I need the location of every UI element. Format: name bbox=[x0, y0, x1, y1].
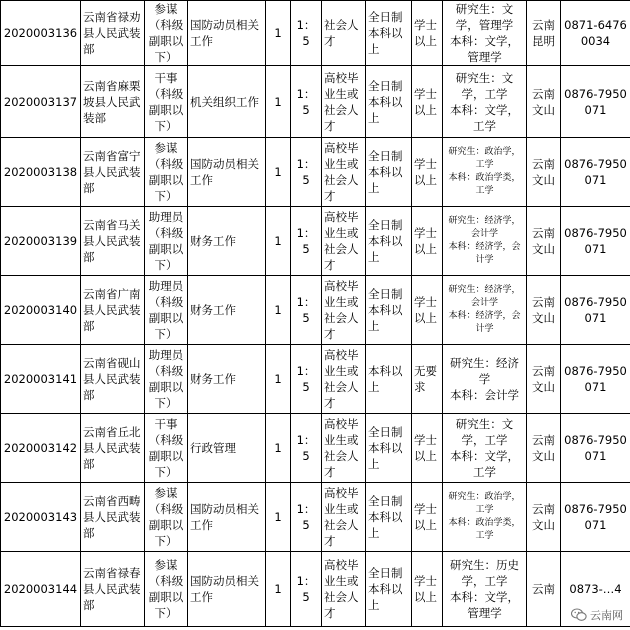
exam-ratio: 1：5 bbox=[291, 66, 322, 138]
table-row bbox=[1, 276, 630, 345]
education-requirement: 全日制本科以上 bbox=[366, 1, 412, 66]
exam-ratio: 1：5 bbox=[291, 345, 322, 414]
position-code: 2020003140 bbox=[1, 276, 81, 345]
exam-ratio: 1：5 bbox=[291, 1, 322, 66]
table-row bbox=[1, 207, 630, 276]
work-content: 国防动员相关工作 bbox=[188, 552, 266, 627]
position-code: 2020003144 bbox=[1, 552, 81, 627]
exam-ratio: 1：5 bbox=[291, 207, 322, 276]
position-title: 参谋（科级副职以下） bbox=[145, 1, 188, 66]
employer-unit: 云南省砚山县人民武装部 bbox=[81, 345, 145, 414]
education-requirement: 全日制本科以上 bbox=[366, 552, 412, 627]
position-code: 2020003137 bbox=[1, 66, 81, 138]
employer-unit: 云南省禄春县人民武装部 bbox=[81, 552, 145, 627]
hiring-count: 1 bbox=[266, 552, 291, 627]
degree-requirement: 学士以上 bbox=[412, 1, 443, 66]
contact-phone: 0876-7950071 bbox=[561, 483, 630, 552]
position-title: 参谋（科级副职以下） bbox=[145, 552, 188, 627]
degree-requirement: 学士以上 bbox=[412, 483, 443, 552]
degree-requirement: 学士以上 bbox=[412, 66, 443, 138]
candidate-source: 高校毕业生或社会人才 bbox=[322, 276, 366, 345]
table-row bbox=[1, 414, 630, 483]
hiring-count: 1 bbox=[266, 414, 291, 483]
education-requirement: 全日制本科以上 bbox=[366, 66, 412, 138]
hiring-count: 1 bbox=[266, 483, 291, 552]
position-code: 2020003141 bbox=[1, 345, 81, 414]
education-requirement: 全日制本科以上 bbox=[366, 483, 412, 552]
major-requirement: 研究生：经济学 本科：会计学 bbox=[443, 345, 527, 414]
table-row bbox=[1, 1, 630, 66]
candidate-source: 高校毕业生或社会人才 bbox=[322, 345, 366, 414]
contact-phone: 0876-7950071 bbox=[561, 414, 630, 483]
degree-requirement: 无要求 bbox=[412, 345, 443, 414]
position-title: 助理员（科级副职以下） bbox=[145, 276, 188, 345]
major-requirement: 研究生：历史学，工学 本科：文学，管理学 bbox=[443, 552, 527, 627]
hiring-count: 1 bbox=[266, 207, 291, 276]
position-code: 2020003142 bbox=[1, 414, 81, 483]
education-requirement: 全日制本科以上 bbox=[366, 414, 412, 483]
exam-ratio: 1：5 bbox=[291, 483, 322, 552]
candidate-source: 高校毕业生或社会人才 bbox=[322, 552, 366, 627]
employer-unit: 云南省丘北县人民武装部 bbox=[81, 414, 145, 483]
wechat-icon bbox=[571, 608, 587, 622]
position-title: 参谋（科级副职以下） bbox=[145, 483, 188, 552]
education-requirement: 本科以上 bbox=[366, 345, 412, 414]
contact-phone: 0876-7950071 bbox=[561, 276, 630, 345]
table-row bbox=[1, 66, 630, 138]
work-location: 云南文山 bbox=[527, 483, 561, 552]
watermark-text: 云南网 bbox=[590, 609, 623, 622]
hiring-count: 1 bbox=[266, 138, 291, 207]
contact-phone: 0876-7950071 bbox=[561, 66, 630, 138]
work-content: 国防动员相关工作 bbox=[188, 1, 266, 66]
position-title: 助理员（科级副职以下） bbox=[145, 345, 188, 414]
contact-phone: 0876-7950071 bbox=[561, 207, 630, 276]
hiring-count: 1 bbox=[266, 1, 291, 66]
major-requirement: 研究生：政治学，工学 本科：政治学类，工学 bbox=[443, 138, 527, 207]
work-location: 云南文山 bbox=[527, 207, 561, 276]
employer-unit: 云南省马关县人民武装部 bbox=[81, 207, 145, 276]
employer-unit: 云南省西畴县人民武装部 bbox=[81, 483, 145, 552]
contact-phone: 0876-7950071 bbox=[561, 345, 630, 414]
work-content: 财务工作 bbox=[188, 207, 266, 276]
education-requirement: 全日制本科以上 bbox=[366, 207, 412, 276]
major-requirement: 研究生：经济学，会计学 本科：经济学，会计学 bbox=[443, 207, 527, 276]
exam-ratio: 1：5 bbox=[291, 276, 322, 345]
candidate-source: 高校毕业生或社会人才 bbox=[322, 138, 366, 207]
hiring-count: 1 bbox=[266, 276, 291, 345]
table-row bbox=[1, 345, 630, 414]
employer-unit: 云南省富宁县人民武装部 bbox=[81, 138, 145, 207]
work-location: 云南文山 bbox=[527, 414, 561, 483]
work-content: 国防动员相关工作 bbox=[188, 138, 266, 207]
position-code: 2020003139 bbox=[1, 207, 81, 276]
education-requirement: 全日制本科以上 bbox=[366, 276, 412, 345]
major-requirement: 研究生：政治学，工学 本科：政治学类，工学 bbox=[443, 483, 527, 552]
candidate-source: 社会人才 bbox=[322, 1, 366, 66]
work-content: 财务工作 bbox=[188, 345, 266, 414]
major-requirement: 研究生：文学，工学 本科：文学，工学 bbox=[443, 66, 527, 138]
degree-requirement: 学士以上 bbox=[412, 138, 443, 207]
employer-unit: 云南省禄劝县人民武装部 bbox=[81, 1, 145, 66]
exam-ratio: 1：5 bbox=[291, 414, 322, 483]
employer-unit: 云南省广南县人民武装部 bbox=[81, 276, 145, 345]
contact-phone: 0876-7950071 bbox=[561, 138, 630, 207]
candidate-source: 高校毕业生或社会人才 bbox=[322, 414, 366, 483]
work-location: 云南文山 bbox=[527, 138, 561, 207]
degree-requirement: 学士以上 bbox=[412, 552, 443, 627]
degree-requirement: 学士以上 bbox=[412, 207, 443, 276]
work-content: 行政管理 bbox=[188, 414, 266, 483]
work-content: 财务工作 bbox=[188, 276, 266, 345]
work-content: 机关组织工作 bbox=[188, 66, 266, 138]
hiring-count: 1 bbox=[266, 345, 291, 414]
watermark bbox=[568, 606, 626, 624]
position-title: 干事（科级副职以下） bbox=[145, 414, 188, 483]
exam-ratio: 1：5 bbox=[291, 552, 322, 627]
position-title: 干事（科级副职以下） bbox=[145, 66, 188, 138]
work-location: 云南 bbox=[527, 552, 561, 627]
work-content: 国防动员相关工作 bbox=[188, 483, 266, 552]
major-requirement: 研究生：文学，工学 本科：文学，工学 bbox=[443, 414, 527, 483]
degree-requirement: 学士以上 bbox=[412, 276, 443, 345]
degree-requirement: 学士以上 bbox=[412, 414, 443, 483]
table-row bbox=[1, 552, 630, 627]
exam-ratio: 1：5 bbox=[291, 138, 322, 207]
position-title: 参谋（科级副职以下） bbox=[145, 138, 188, 207]
contact-phone: 0873-…4 bbox=[561, 552, 630, 627]
work-location: 云南文山 bbox=[527, 66, 561, 138]
table-row bbox=[1, 138, 630, 207]
position-code: 2020003138 bbox=[1, 138, 81, 207]
major-requirement: 研究生：文学，管理学 本科：文学，管理学 bbox=[443, 1, 527, 66]
table-row bbox=[1, 483, 630, 552]
work-location: 云南文山 bbox=[527, 276, 561, 345]
employer-unit: 云南省麻栗坡县人民武装部 bbox=[81, 66, 145, 138]
education-requirement: 全日制本科以上 bbox=[366, 138, 412, 207]
position-code: 2020003143 bbox=[1, 483, 81, 552]
candidate-source: 高校毕业生或社会人才 bbox=[322, 66, 366, 138]
position-code: 2020003136 bbox=[1, 1, 81, 66]
candidate-source: 高校毕业生或社会人才 bbox=[322, 207, 366, 276]
work-location: 云南昆明 bbox=[527, 1, 561, 66]
work-location: 云南文山 bbox=[527, 345, 561, 414]
contact-phone: 0871-64760034 bbox=[561, 1, 630, 66]
candidate-source: 高校毕业生或社会人才 bbox=[322, 483, 366, 552]
hiring-count: 1 bbox=[266, 66, 291, 138]
major-requirement: 研究生：经济学，会计学 本科：经济学，会计学 bbox=[443, 276, 527, 345]
position-title: 助理员（科级副职以下） bbox=[145, 207, 188, 276]
